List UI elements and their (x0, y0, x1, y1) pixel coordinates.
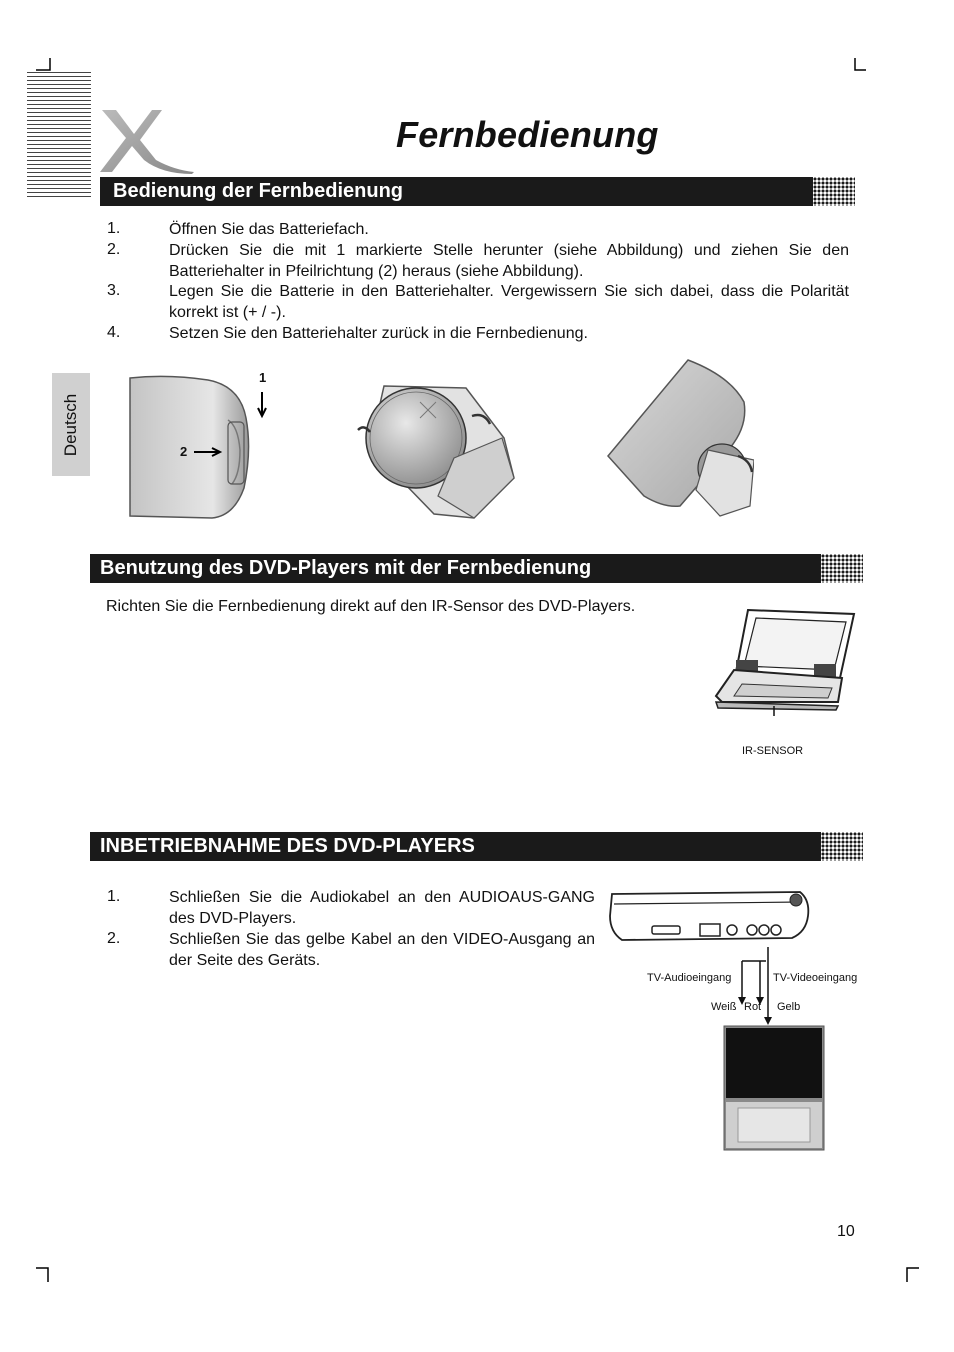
section-heading-label: Benutzung des DVD-Players mit der Fernbedienung (100, 557, 592, 579)
language-label: Deutsch (61, 393, 80, 456)
yellow-cable-label: Gelb (777, 1001, 801, 1013)
remote-holder-inserted-illustration (604, 356, 754, 522)
step-number: 2. (107, 930, 121, 947)
tv-audio-input-label: TV-Audioeingang (647, 972, 732, 984)
section-heading-dvd-remote-use (90, 554, 863, 583)
figure-label-1: 1 (259, 370, 267, 385)
step-text: Öffnen Sie das Batteriefach. (169, 221, 369, 238)
red-cable-label: Rot (744, 1001, 762, 1013)
decorative-stripes (27, 72, 91, 200)
language-side-tab (52, 373, 90, 476)
page-title: Fernbedienung (396, 114, 659, 155)
step-text: Schließen Sie das gelbe Kabel an den VIDEO-Ausgang an der Seite des Geräts. (169, 931, 595, 969)
dvd-player-side-view-illustration (606, 888, 816, 948)
crop-mark-top-right (852, 58, 868, 74)
section-heading-remote-operation (100, 177, 855, 206)
step-number: 3. (107, 282, 121, 299)
remote-battery-compartment-illustration (128, 370, 288, 525)
step-text: Schließen Sie die Audiokabel an den AUDIOAUS-GANG des DVD-Players. (169, 889, 595, 927)
step-number: 1. (107, 220, 121, 237)
step-text: Drücken Sie die mit 1 markierte Stelle herunter (siehe Abbildung) und ziehen Sie den Batteriehalter in Pfeilrichtung (2) heraus (siehe Abbildung). (169, 242, 849, 280)
crop-mark-bottom-left (36, 1266, 56, 1282)
tv-video-input-label: TV-Videoeingang (773, 972, 858, 984)
ir-sensor-label: IR-SENSOR (742, 745, 804, 757)
figure-label-2: 2 (180, 444, 188, 459)
section-text: Richten Sie die Fernbedienung direkt auf den IR-Sensor des DVD-Players. (106, 598, 636, 615)
step-number: 4. (107, 324, 121, 341)
section-heading-label: INBETRIEBNAHME DES DVD-PLAYERS (100, 835, 475, 857)
tv-illustration (722, 1024, 826, 1152)
step-number: 2. (107, 241, 121, 258)
battery-holder-illustration (354, 368, 524, 523)
step-text: Legen Sie die Batterie in den Batteriehalter. Vergewissern Sie sich dabei, dass die Polarität korrekt ist (+ / -). (169, 283, 849, 321)
step-text: Setzen Sie den Batteriehalter zurück in die Fernbedienung. (169, 325, 588, 342)
step-number: 1. (107, 888, 121, 905)
x-logo (98, 108, 198, 176)
crop-mark-bottom-right (905, 1266, 921, 1282)
section-heading-label: Bedienung der Fernbedienung (113, 180, 404, 202)
cable-arrows (730, 945, 780, 1025)
page-number: 10 (837, 1223, 855, 1240)
section-heading-dvd-startup (90, 832, 863, 861)
white-cable-label: Weiß (711, 1001, 737, 1013)
dvd-player-illustration (712, 606, 858, 716)
